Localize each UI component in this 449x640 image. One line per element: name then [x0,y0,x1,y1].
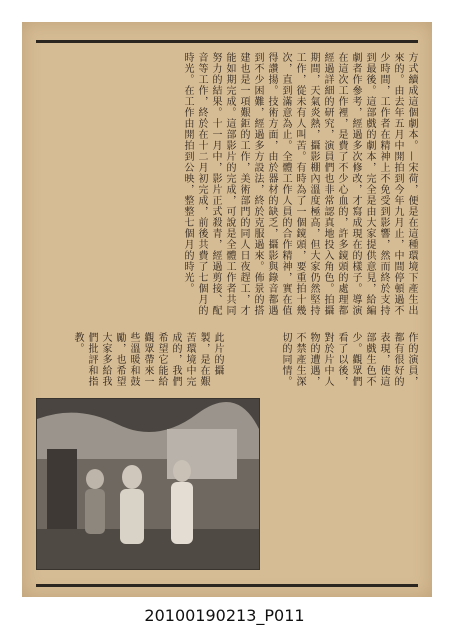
article-body-middle: 作的演員，都有很好的表現，使這部戲生色不少。觀眾們看了以後，對於片中人物的遭遇，不禁產生深切的同情。 [280,332,417,387]
film-still-photo [36,398,260,570]
magazine-page [22,22,432,597]
bottom-rule [36,584,418,587]
page-identifier: 20100190213_P011 [144,606,305,625]
top-rule [36,40,418,43]
article-body-bottom-left: 此片的攝製，是在艱苦環境中完成的，我們希望它能給觀眾帶來一些溫暖和鼓勵，也希望大家多給我們批評和指教。 [72,332,223,387]
article-body-top: 方式續成這個劇本。—宋荷，便是在這種環境下產生出來的。由去年五月中開拍到今年九月止，中間停頓過不少時間，工作者在精神上不免受到影響，然而終於支持到最後。這部戲的劇本，完全是由大家提供意見，給編劇者作參考，經過多次修改，才寫成現在的樣子。導演在這次工作裡，是費了不少心血的，許多鏡頭的處理都經過詳細的研究，演員們也非常認真地投入角色。拍攝期間，天氣炎熱，攝影棚內溫度極高，但大家仍然堅持工作，從未有人叫苦。有時為了一個鏡頭，要重拍十幾次，直到滿意為止。全體工作人員的合作精神，實在值得讚揚。技術方面，由於器材的缺乏，攝影與錄音都遇到不少困難，經過多方設法，終於克服過來。佈景的搭建也是一項艱鉅的工作，美術部門的同人日夜趕工，才能如期完成。這部影片的完成，可說是全體工作者共同努力的結果。十一月中，影片正式殺青，經過剪接、配音等工作，終於在十二月初完成，前後共費了七個月的時光。在工作由開拍到公映，整整七個月的時光。 [182,52,417,316]
film-still-image [37,399,259,569]
